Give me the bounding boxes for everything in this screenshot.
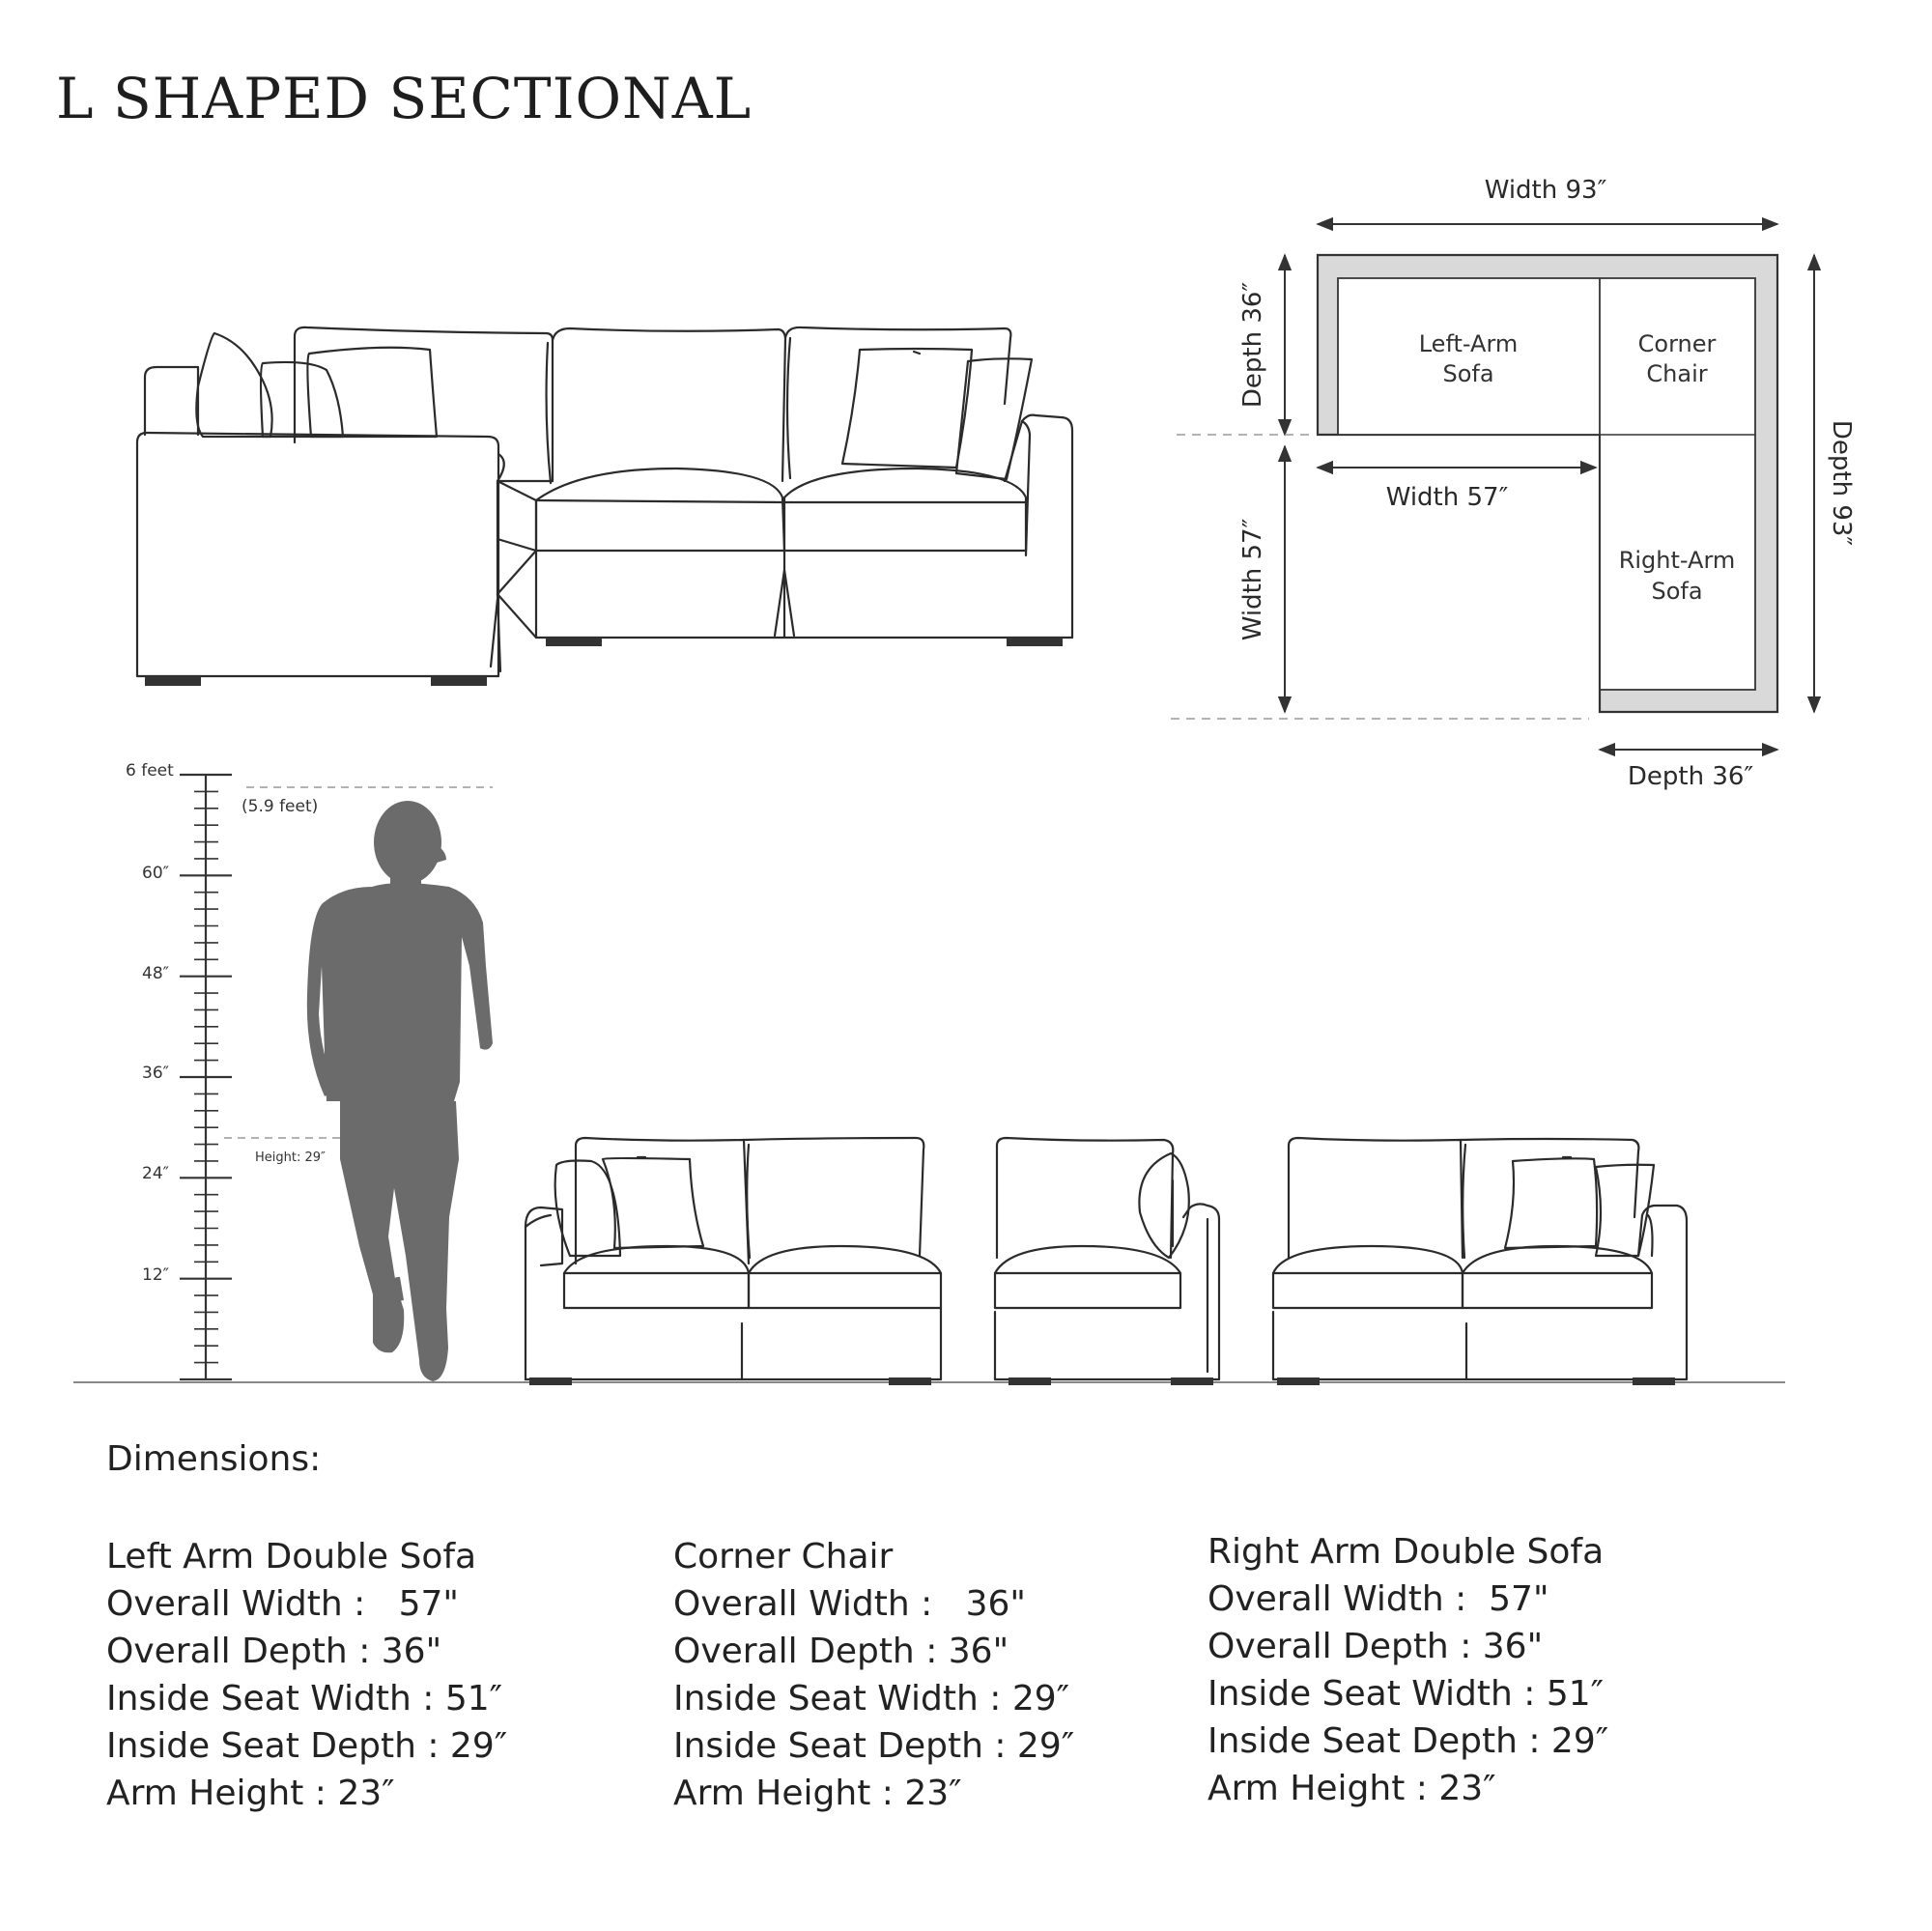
spec-inside-seat-width: Inside Seat Width : 51″: [1208, 1674, 1605, 1714]
spec-inside-seat-width: Inside Seat Width : 51″: [106, 1679, 503, 1718]
left-arm-sofa-front-view: [526, 1138, 941, 1385]
spec-arm-height: Arm Height : 23″: [106, 1774, 395, 1813]
page-title: L SHAPED SECTIONAL: [56, 66, 753, 131]
right-arm-sofa-front-view: [1273, 1138, 1687, 1385]
tick-label-6-feet: 6 feet: [126, 761, 174, 781]
tick-label-24: 24″: [142, 1164, 169, 1183]
tick-label-48: 48″: [142, 964, 169, 983]
spec-overall-depth: Overall Depth : 36": [106, 1632, 442, 1671]
corner-chair-specs: [673, 1533, 1074, 1817]
spec-inside-seat-depth: Inside Seat Depth : 29″: [1208, 1721, 1609, 1761]
tick-label-60: 60″: [142, 864, 169, 883]
plan-left-width-label: Width 57″: [1238, 518, 1267, 641]
plan-right-depth-label: Depth 93″: [1827, 419, 1856, 547]
tick-label-36: 36″: [142, 1064, 169, 1083]
person-height-label: (5.9 feet): [242, 797, 319, 816]
spec-inside-seat-depth: Inside Seat Depth : 29″: [106, 1726, 508, 1766]
spec-arm-height: Arm Height : 23″: [673, 1774, 962, 1813]
spec-overall-depth: Overall Depth : 36": [1208, 1627, 1544, 1666]
person-silhouette: [307, 801, 493, 1381]
spec-overall-depth: Overall Depth : 36": [673, 1632, 1009, 1671]
spec-name: Corner Chair: [673, 1537, 894, 1576]
corner-chair-label-line2: Chair: [1646, 360, 1708, 387]
spec-overall-width: Overall Width : 57": [1208, 1579, 1549, 1619]
corner-chair-front-view: [995, 1138, 1219, 1385]
spec-overall-width: Overall Width : 57": [106, 1584, 459, 1624]
spec-inside-seat-width: Inside Seat Width : 29″: [673, 1679, 1070, 1718]
right-arm-sofa-label-line1: Right-Arm: [1618, 547, 1736, 574]
left-arm-sofa-label-line1: Left-Arm: [1418, 330, 1519, 357]
sofa-height-label: Height: 29″: [255, 1150, 326, 1165]
plan-top-width-label: Width 93″: [1484, 176, 1607, 205]
left-arm-sofa-specs: [106, 1533, 507, 1817]
sectional-perspective-illustration: [137, 327, 1072, 686]
plan-view: [1171, 176, 1856, 791]
spec-inside-seat-depth: Inside Seat Depth : 29″: [673, 1726, 1075, 1766]
plan-left-depth-label: Depth 36″: [1238, 281, 1267, 409]
spec-name: Left Arm Double Sofa: [106, 1537, 477, 1576]
spec-arm-height: Arm Height : 23″: [1208, 1769, 1496, 1808]
plan-bottom-depth-label: Depth 36″: [1627, 762, 1754, 791]
spec-name: Right Arm Double Sofa: [1208, 1532, 1605, 1572]
corner-chair-label-line1: Corner: [1637, 330, 1717, 357]
plan-inner-width-label: Width 57″: [1385, 483, 1509, 512]
tick-label-12: 12″: [142, 1265, 169, 1285]
dimensions-heading: Dimensions:: [106, 1439, 322, 1479]
spec-overall-width: Overall Width : 36": [673, 1584, 1026, 1624]
right-arm-sofa-label-line2: Sofa: [1651, 578, 1703, 605]
right-arm-sofa-specs: [1208, 1528, 1608, 1812]
left-arm-sofa-label-line2: Sofa: [1442, 360, 1494, 387]
